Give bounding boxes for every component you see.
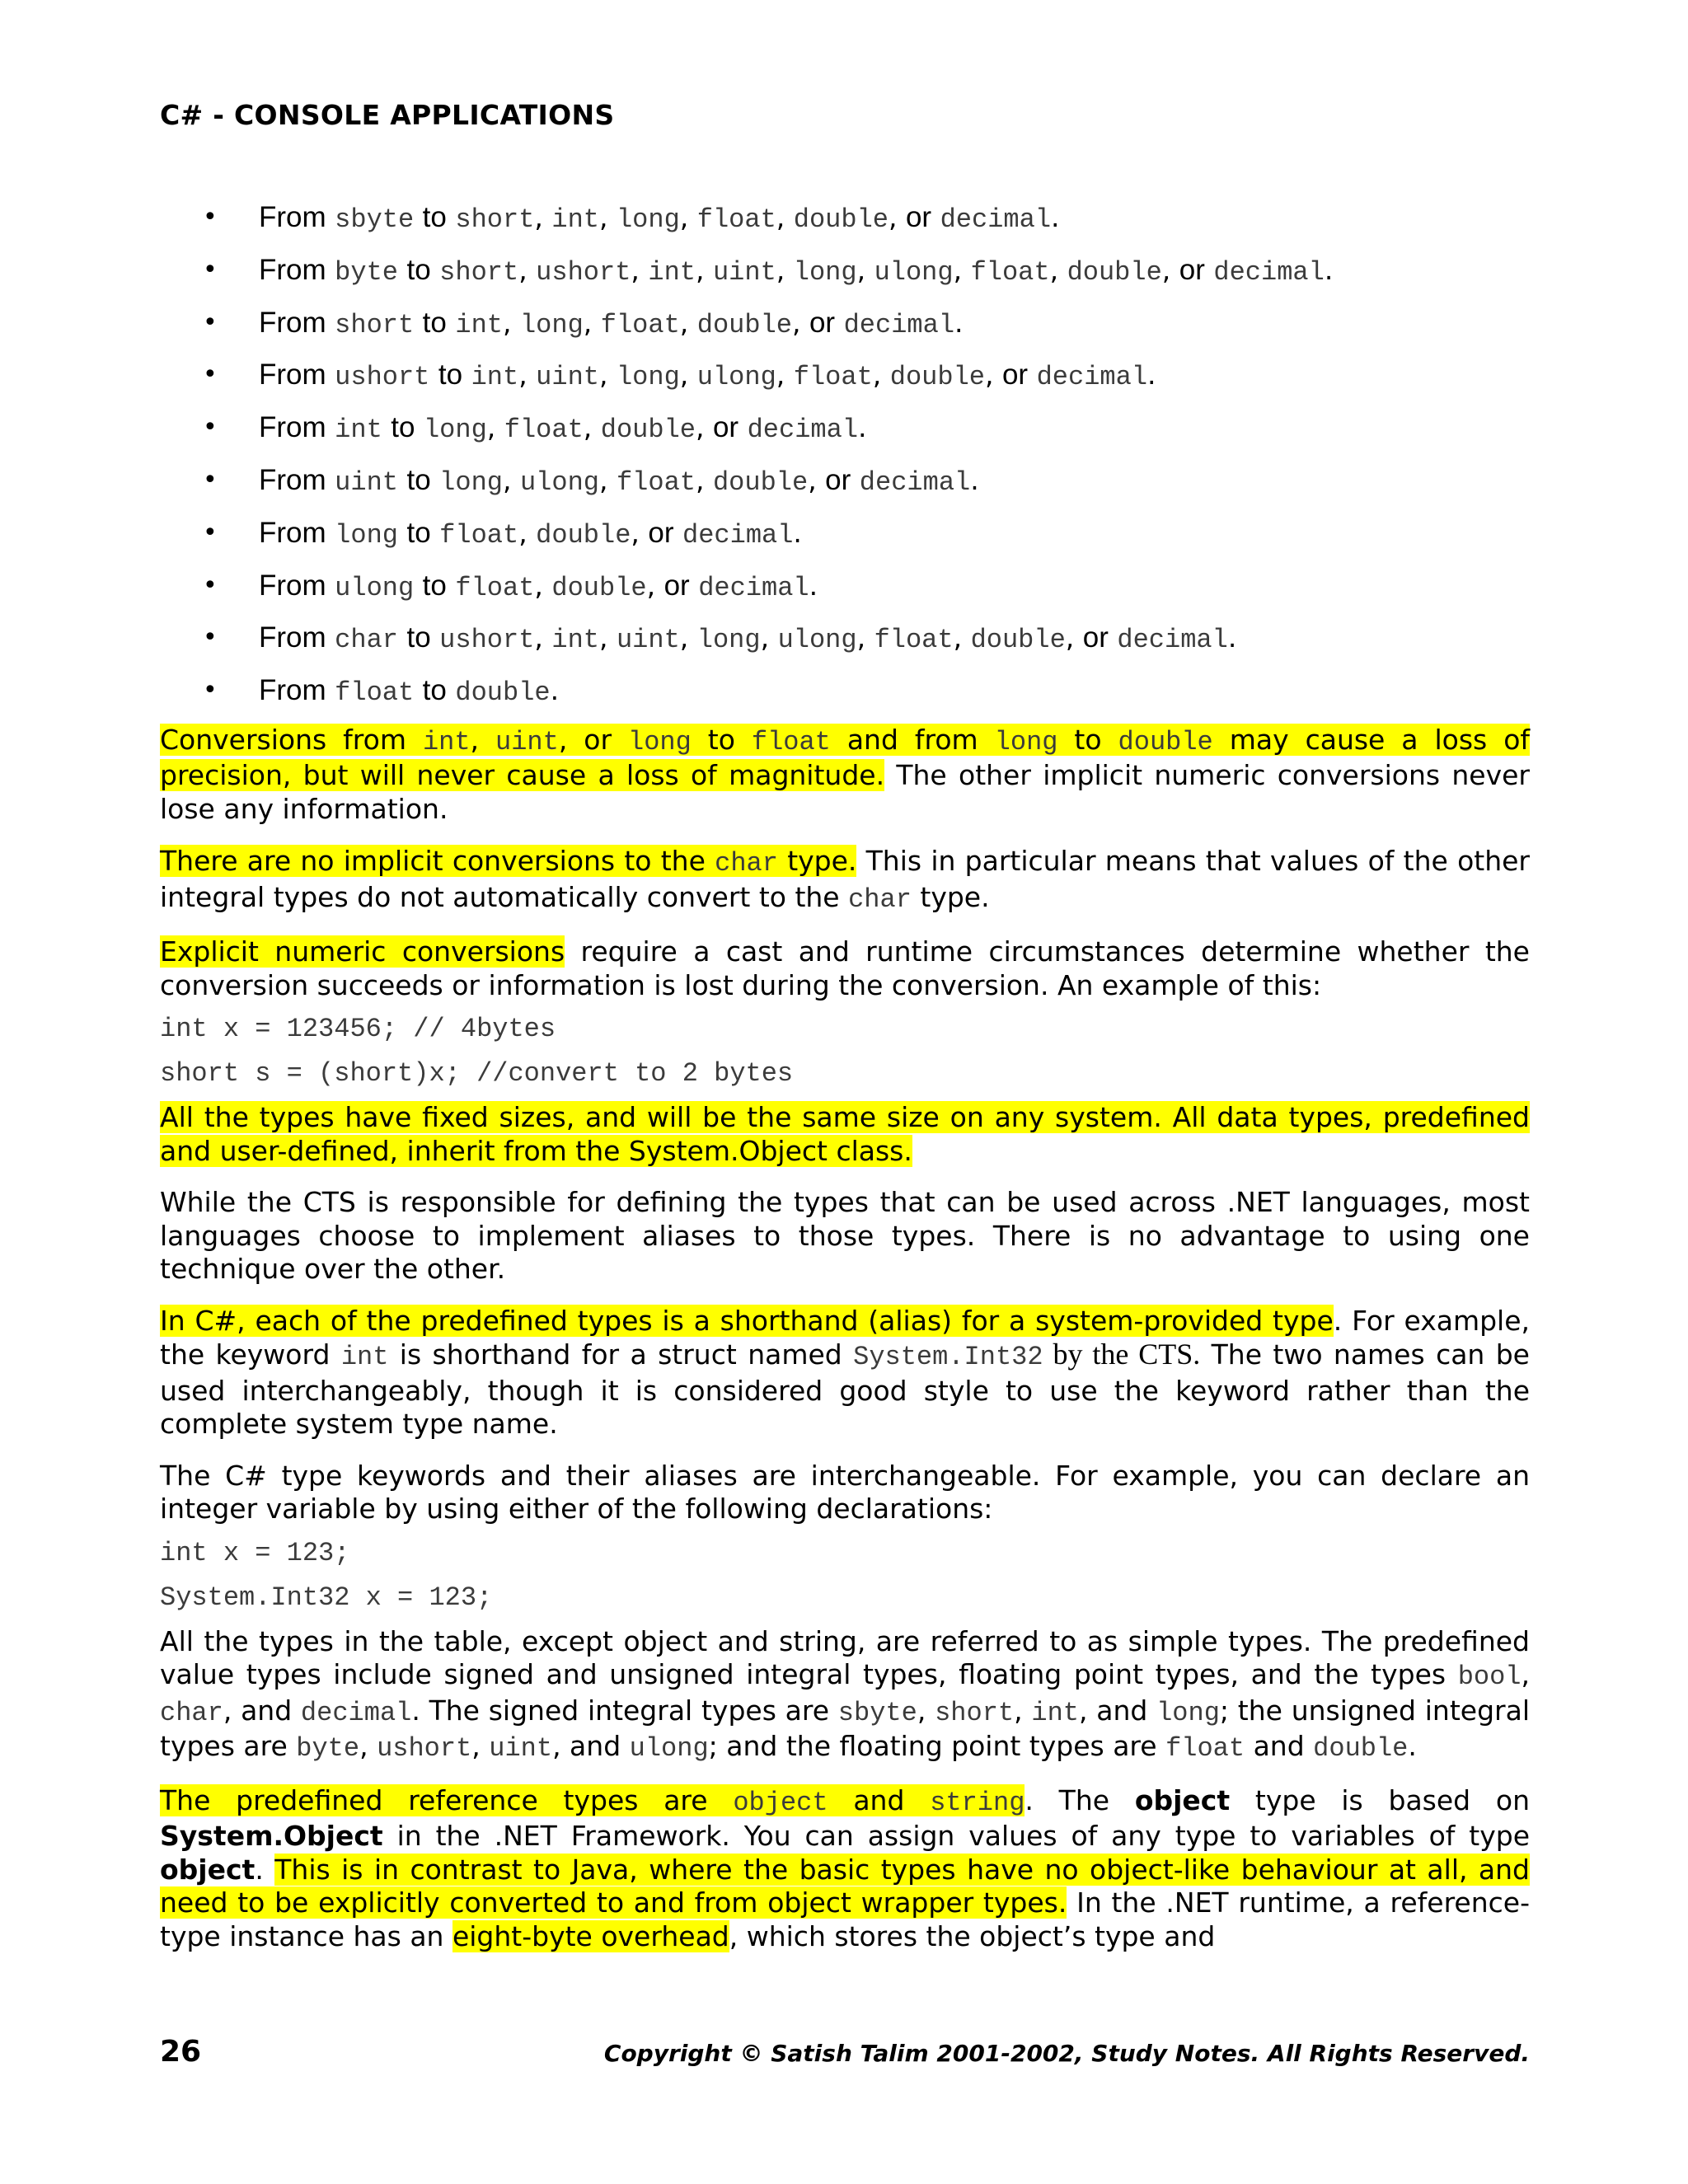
paragraph-simple-types — [160, 1625, 1530, 1766]
word-or: or — [712, 411, 739, 444]
source-type: sbyte — [335, 204, 415, 235]
conversion-item: • From ulong to float, double, or decimal. — [160, 563, 1530, 616]
word-from: From — [259, 569, 326, 602]
target-type: float — [874, 625, 954, 656]
code: short — [935, 1697, 1015, 1728]
text: may cause a loss of precision, but will never cause a loss of magnitude. — [160, 723, 1531, 792]
highlight: Explicit numeric conversions — [160, 935, 565, 968]
source-type: ulong — [335, 572, 415, 603]
text: There are no implicit conversions to the — [160, 845, 715, 878]
code-string: string — [930, 1787, 1025, 1818]
text: , — [470, 723, 495, 756]
conversion-item: • From sbyte to short, int, long, float, double, or decimal. — [160, 194, 1530, 247]
target-type: long — [793, 256, 857, 288]
conversion-item: • From float to double. — [160, 668, 1530, 720]
source-type: ushort — [335, 362, 430, 393]
text: to — [1057, 723, 1118, 756]
word-to: to — [422, 306, 447, 339]
source-type: byte — [335, 256, 398, 288]
word-to: to — [406, 516, 431, 549]
text: require a cast and runtime circumstances determine whether the conversion succeeds or information is lost during the conversion. An example of this: — [160, 935, 1530, 1001]
code: int — [1031, 1697, 1079, 1728]
code-system-int32: System.Int32 — [853, 1342, 1043, 1373]
word-to: to — [391, 411, 415, 444]
target-type: float — [793, 362, 873, 393]
paragraph-precision — [160, 724, 1530, 827]
target-type: int — [551, 625, 599, 656]
text: to — [691, 723, 752, 756]
source-type: float — [335, 677, 415, 709]
target-type: int — [551, 204, 599, 235]
text: by the CTS. — [1043, 1338, 1201, 1371]
highlight: This is in contrast to Java, where the basic types have no object-like behaviour at all, and need to be explicitly converted to and from object wrapper types. — [160, 1853, 1530, 1919]
text: All the types in the table, except object and string, are referred to as simple types. The predefined value types include signed and unsigned integral types, floating point types, and the types — [160, 1624, 1530, 1691]
highlight: In C#, each of the predefined types is a shorthand (alias) for a system-provided type — [160, 1304, 1334, 1337]
target-type: ushort — [536, 256, 631, 288]
highlight — [160, 1784, 1025, 1816]
word-from: From — [259, 674, 326, 707]
text: , — [359, 1730, 377, 1763]
target-type: uint — [616, 625, 680, 656]
text: In the .NET runtime, a reference-type instance has an — [160, 1886, 1530, 1952]
conversion-item: • From ushort to int, uint, long, ulong, float, double, or decimal. — [160, 352, 1530, 405]
target-type: decimal — [682, 519, 794, 551]
word-or: or — [648, 516, 674, 549]
target-type: ulong — [874, 256, 954, 288]
code-block-cast — [160, 1007, 1530, 1096]
text: . — [255, 1853, 275, 1886]
target-type: long — [519, 309, 584, 340]
target-type: double — [696, 309, 792, 340]
text: The predefined reference types are — [160, 1783, 734, 1816]
word-to: to — [406, 253, 431, 286]
target-type: long — [616, 204, 680, 235]
paragraph-alias — [160, 1305, 1530, 1441]
text: , which stores the object’s type and — [729, 1919, 1216, 1952]
word-or: or — [825, 463, 851, 496]
text: ; and the floating point types are — [708, 1730, 1166, 1763]
target-type: double — [551, 572, 647, 603]
target-type: float — [504, 415, 584, 446]
target-type: double — [455, 677, 551, 709]
target-type: int — [648, 256, 696, 288]
source-type: long — [335, 519, 398, 551]
code: float — [1165, 1733, 1245, 1765]
target-type: ushort — [439, 625, 535, 656]
code-line: short s = (short)x; //convert to 2 bytes — [160, 1058, 794, 1090]
text: , — [471, 1730, 490, 1763]
text: and from — [830, 723, 995, 756]
code: ulong — [629, 1733, 709, 1765]
text: type. — [911, 880, 990, 913]
text: Conversions from — [160, 723, 423, 756]
code-uint: uint — [495, 726, 559, 757]
target-type: double — [970, 625, 1066, 656]
text: , and — [1078, 1694, 1157, 1727]
word-to: to — [438, 359, 463, 391]
target-type: float — [455, 572, 535, 603]
target-type: long — [423, 415, 487, 446]
text: . The signed integral types are — [411, 1694, 838, 1727]
conversion-list — [160, 194, 1530, 720]
target-type: ulong — [519, 466, 599, 498]
target-type: float — [616, 466, 696, 498]
text: The two names can be used interchangeably, though it is considered good style to use the keyword rather than the complete system type name. — [160, 1338, 1530, 1441]
page-header: C# - CONSOLE APPLICATIONS — [160, 99, 615, 131]
paragraph-char — [160, 845, 1530, 916]
code-long: long — [994, 726, 1058, 757]
conversion-item: • From int to long, float, double, or decimal. — [160, 405, 1530, 457]
text: type is based on — [1230, 1783, 1530, 1816]
code-block-declarations — [160, 1531, 1530, 1620]
target-type: float — [970, 256, 1050, 288]
code: bool — [1457, 1661, 1522, 1693]
bold-term: object — [160, 1853, 256, 1886]
target-type: double — [712, 466, 809, 498]
target-type: float — [600, 309, 680, 340]
text: . The — [1025, 1783, 1135, 1816]
conversion-item: • From uint to long, ulong, float, double, or decimal. — [160, 457, 1530, 510]
target-type: double — [536, 519, 631, 551]
target-type: double — [1067, 256, 1162, 288]
target-type: long — [439, 466, 503, 498]
word-to: to — [422, 674, 447, 707]
page-content — [160, 194, 1530, 1953]
text: This in particular means that values of the other integral types do not automatically convert to the — [160, 845, 1530, 913]
target-type: long — [616, 362, 680, 393]
word-from: From — [259, 516, 326, 549]
code: char — [160, 1697, 223, 1728]
target-type: decimal — [843, 309, 955, 340]
code-object: object — [733, 1787, 828, 1818]
target-type: long — [696, 625, 761, 656]
copyright-notice: Copyright © Satish Talim 2001-2002, Study Notes. All Rights Reserved. — [603, 2040, 1530, 2067]
word-from: From — [259, 621, 326, 654]
target-type: short — [439, 256, 519, 288]
text: The other implicit numeric conversions never lose any information. — [160, 759, 1530, 825]
code: ushort — [377, 1733, 472, 1765]
code-line: int x = 123; — [160, 1537, 350, 1568]
text: , and — [223, 1694, 301, 1727]
target-type: float — [696, 204, 776, 235]
word-from: From — [259, 253, 326, 286]
text: . For example, the keyword — [160, 1304, 1530, 1371]
code-line: int x = 123456; // 4bytes — [160, 1014, 556, 1045]
target-type: double — [600, 415, 696, 446]
word-or: or — [1082, 621, 1109, 654]
code-float: float — [751, 726, 831, 757]
paragraph-explicit — [160, 935, 1530, 1002]
text: is shorthand for a struct named — [388, 1338, 854, 1371]
code-double: double — [1118, 726, 1213, 757]
code-char: char — [848, 883, 912, 915]
target-type: uint — [712, 256, 776, 288]
text: and — [1245, 1730, 1314, 1763]
code-line: System.Int32 x = 123; — [160, 1582, 493, 1613]
code: sbyte — [837, 1697, 917, 1728]
code-long: long — [627, 726, 692, 757]
text: , — [917, 1694, 935, 1727]
target-type: int — [455, 309, 503, 340]
target-type: ulong — [777, 625, 857, 656]
target-type: decimal — [698, 572, 809, 603]
paragraph-keywords: The C# type keywords and their aliases are interchangeable. For example, you can declare an integer variable by using either of the following declarations: — [160, 1459, 1530, 1526]
target-type: decimal — [859, 466, 971, 498]
text: , — [1014, 1694, 1032, 1727]
paragraph-fixed-sizes — [160, 1101, 1530, 1168]
text: ; the unsigned integral types are — [160, 1694, 1530, 1763]
word-from: From — [259, 201, 326, 233]
word-or: or — [1179, 253, 1205, 286]
word-or: or — [1001, 359, 1029, 391]
bold-term: System.Object — [160, 1820, 383, 1853]
target-type: double — [889, 362, 985, 393]
text: . — [1408, 1730, 1417, 1763]
word-from: From — [259, 359, 326, 391]
word-to: to — [422, 569, 447, 602]
text: in the .NET Framework. You can assign values of any type to variables of type — [382, 1820, 1530, 1853]
target-type: decimal — [747, 415, 859, 446]
text: and — [828, 1783, 931, 1816]
target-type: ulong — [696, 362, 776, 393]
word-from: From — [259, 306, 326, 339]
target-type: decimal — [940, 204, 1052, 235]
code-int: int — [340, 1342, 389, 1373]
bold-term: object — [1134, 1783, 1231, 1816]
text: , — [1521, 1658, 1530, 1691]
paragraph-reference-types — [160, 1784, 1530, 1954]
target-type: decimal — [1213, 256, 1325, 288]
target-type: uint — [536, 362, 599, 393]
source-type: short — [335, 309, 415, 340]
conversion-item: • From short to int, long, float, double, or decimal. — [160, 300, 1530, 353]
word-or: or — [809, 306, 836, 339]
target-type: short — [455, 204, 535, 235]
target-type: decimal — [1117, 625, 1228, 656]
word-from: From — [259, 411, 326, 444]
word-or: or — [663, 569, 690, 602]
target-type: decimal — [1036, 362, 1148, 393]
code-int: int — [422, 726, 471, 757]
source-type: char — [335, 625, 398, 656]
code: decimal — [300, 1697, 412, 1728]
word-from: From — [259, 463, 326, 496]
code: byte — [296, 1733, 360, 1765]
code: uint — [489, 1733, 553, 1765]
code-char: char — [715, 848, 778, 879]
target-type: int — [471, 362, 519, 393]
conversion-item: • From char to ushort, int, uint, long, ulong, float, double, or decimal. — [160, 615, 1530, 668]
target-type: float — [439, 519, 519, 551]
code: long — [1156, 1697, 1220, 1728]
page-number: 26 — [160, 2035, 202, 2069]
code: double — [1313, 1733, 1409, 1765]
text: type. — [777, 845, 857, 878]
word-to: to — [406, 621, 431, 654]
highlight: eight-byte overhead — [452, 1919, 729, 1952]
word-or: or — [905, 201, 932, 233]
text: , or — [558, 723, 628, 756]
source-type: int — [335, 415, 382, 446]
highlight: All the types have fixed sizes, and will be the same size on any system. All data types, predefined and user-defined, inherit from the System.Object class. — [160, 1101, 1530, 1167]
conversion-item: • From byte to short, ushort, int, uint, long, ulong, float, double, or decimal. — [160, 247, 1530, 300]
text: , and — [552, 1730, 630, 1763]
source-type: uint — [335, 466, 398, 498]
paragraph-cts: While the CTS is responsible for defining the types that can be used across .NET languages, most languages choose to implement aliases to those types. There is no advantage to using one technique over the other. — [160, 1186, 1530, 1286]
word-to: to — [422, 201, 447, 233]
target-type: double — [793, 204, 889, 235]
conversion-item: • From long to float, double, or decimal. — [160, 510, 1530, 563]
highlight — [160, 845, 856, 877]
word-to: to — [406, 463, 431, 496]
